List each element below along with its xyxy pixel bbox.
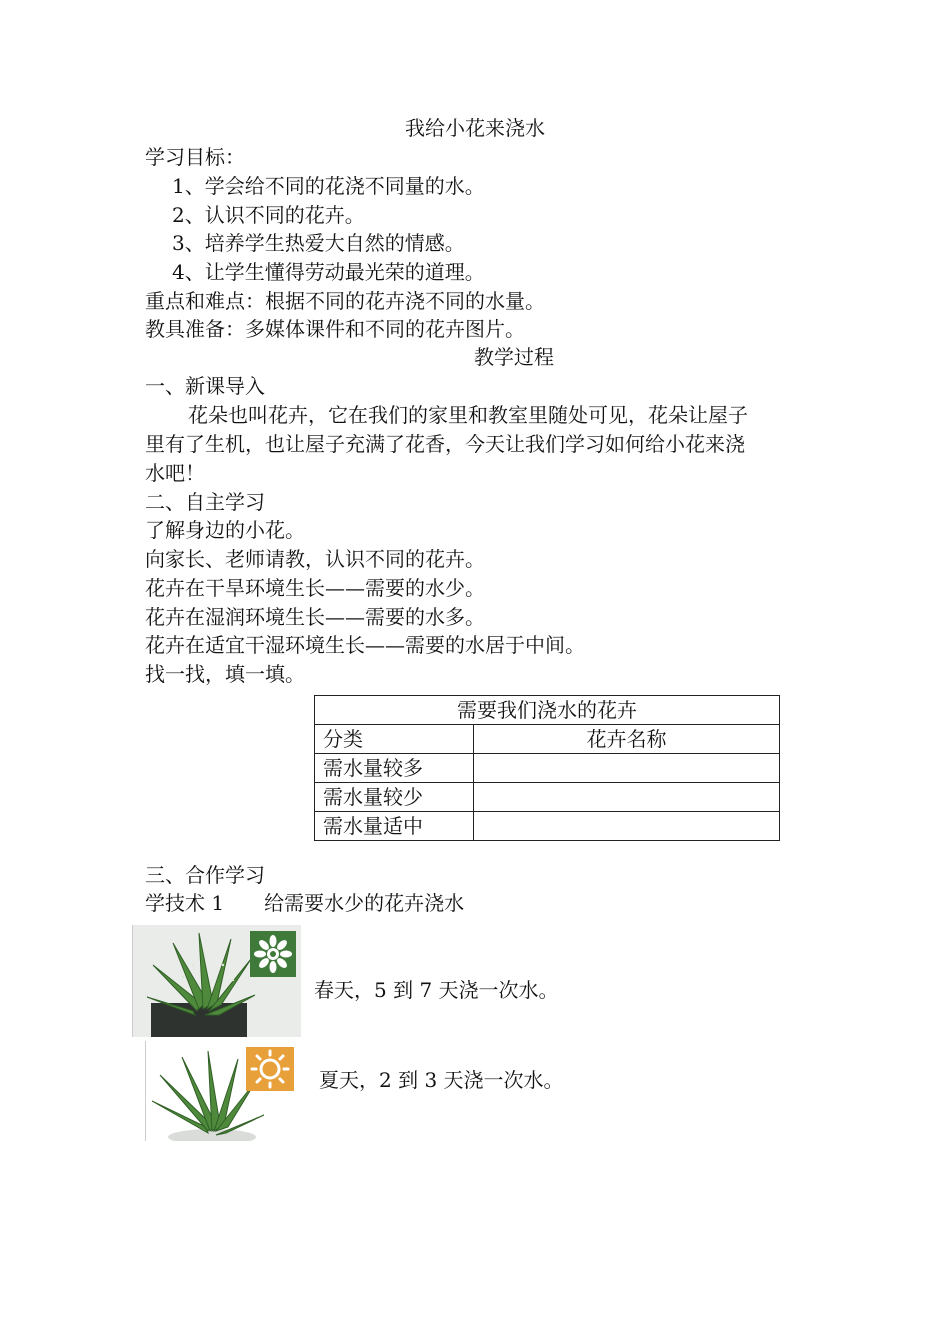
section2-line: 花卉在适宜干湿环境生长——需要的水居于中间。 (145, 633, 585, 657)
fill-in-table (314, 695, 780, 841)
materials: 教具准备：多媒体课件和不同的花卉图片。 (145, 317, 525, 341)
table-cell-blank[interactable] (474, 783, 780, 812)
objective-item: 3、培养学生热爱大自然的情感。 (172, 231, 465, 255)
table-col-category: 分类 (315, 725, 474, 754)
table-cell-category: 需水量较少 (315, 783, 474, 812)
table-row (315, 812, 780, 841)
spring-badge-icon (250, 931, 296, 977)
table-cell-category: 需水量较多 (315, 754, 474, 783)
spring-aloe-image (132, 925, 301, 1037)
table-cell-blank[interactable] (474, 812, 780, 841)
table-row (315, 783, 780, 812)
section2-line: 了解身边的小花。 (145, 518, 305, 542)
section1-paragraph-line: 里有了生机，也让屋子充满了花香，今天让我们学习如何给小花来浇 (145, 432, 745, 456)
section2-line: 花卉在干旱环境生长——需要的水少。 (145, 576, 485, 600)
sun-badge-icon (246, 1047, 294, 1091)
section2-line: 找一找，填一填。 (145, 662, 305, 686)
process-title: 教学过程 (474, 345, 554, 369)
table-cell-blank[interactable] (474, 754, 780, 783)
objective-item: 4、让学生懂得劳动最光荣的道理。 (172, 260, 485, 284)
section2-line: 向家长、老师请教，认识不同的花卉。 (145, 547, 485, 571)
table-cell-category: 需水量适中 (315, 812, 474, 841)
spring-watering-text: 春天，5 到 7 天浇一次水。 (314, 978, 559, 1002)
document-title: 我给小花来浇水 (405, 116, 545, 140)
summer-aloe-image (145, 1041, 306, 1141)
section1-paragraph-line: 花朵也叫花卉，它在我们的家里和教室里随处可见，花朵让屋子 (188, 403, 748, 427)
objectives-heading: 学习目标： (145, 145, 245, 169)
section2-line: 花卉在湿润环境生长——需要的水多。 (145, 605, 485, 629)
table-col-flower-name: 花卉名称 (474, 725, 780, 754)
table-row (315, 754, 780, 783)
objective-item: 2、认识不同的花卉。 (172, 203, 365, 227)
skill-title: 学技术 1 给需要水少的花卉浇水 (145, 891, 465, 915)
section3-heading: 三、合作学习 (145, 863, 265, 887)
table-caption: 需要我们浇水的花卉 (315, 696, 780, 725)
objective-item: 1、学会给不同的花浇不同量的水。 (172, 174, 485, 198)
key-points: 重点和难点：根据不同的花卉浇不同的水量。 (145, 289, 545, 313)
section1-heading: 一、新课导入 (145, 374, 265, 398)
section2-heading: 二、自主学习 (145, 490, 265, 514)
table-header-row (315, 725, 780, 754)
summer-watering-text: 夏天，2 到 3 天浇一次水。 (319, 1068, 564, 1092)
section1-paragraph-line: 水吧！ (145, 461, 205, 485)
